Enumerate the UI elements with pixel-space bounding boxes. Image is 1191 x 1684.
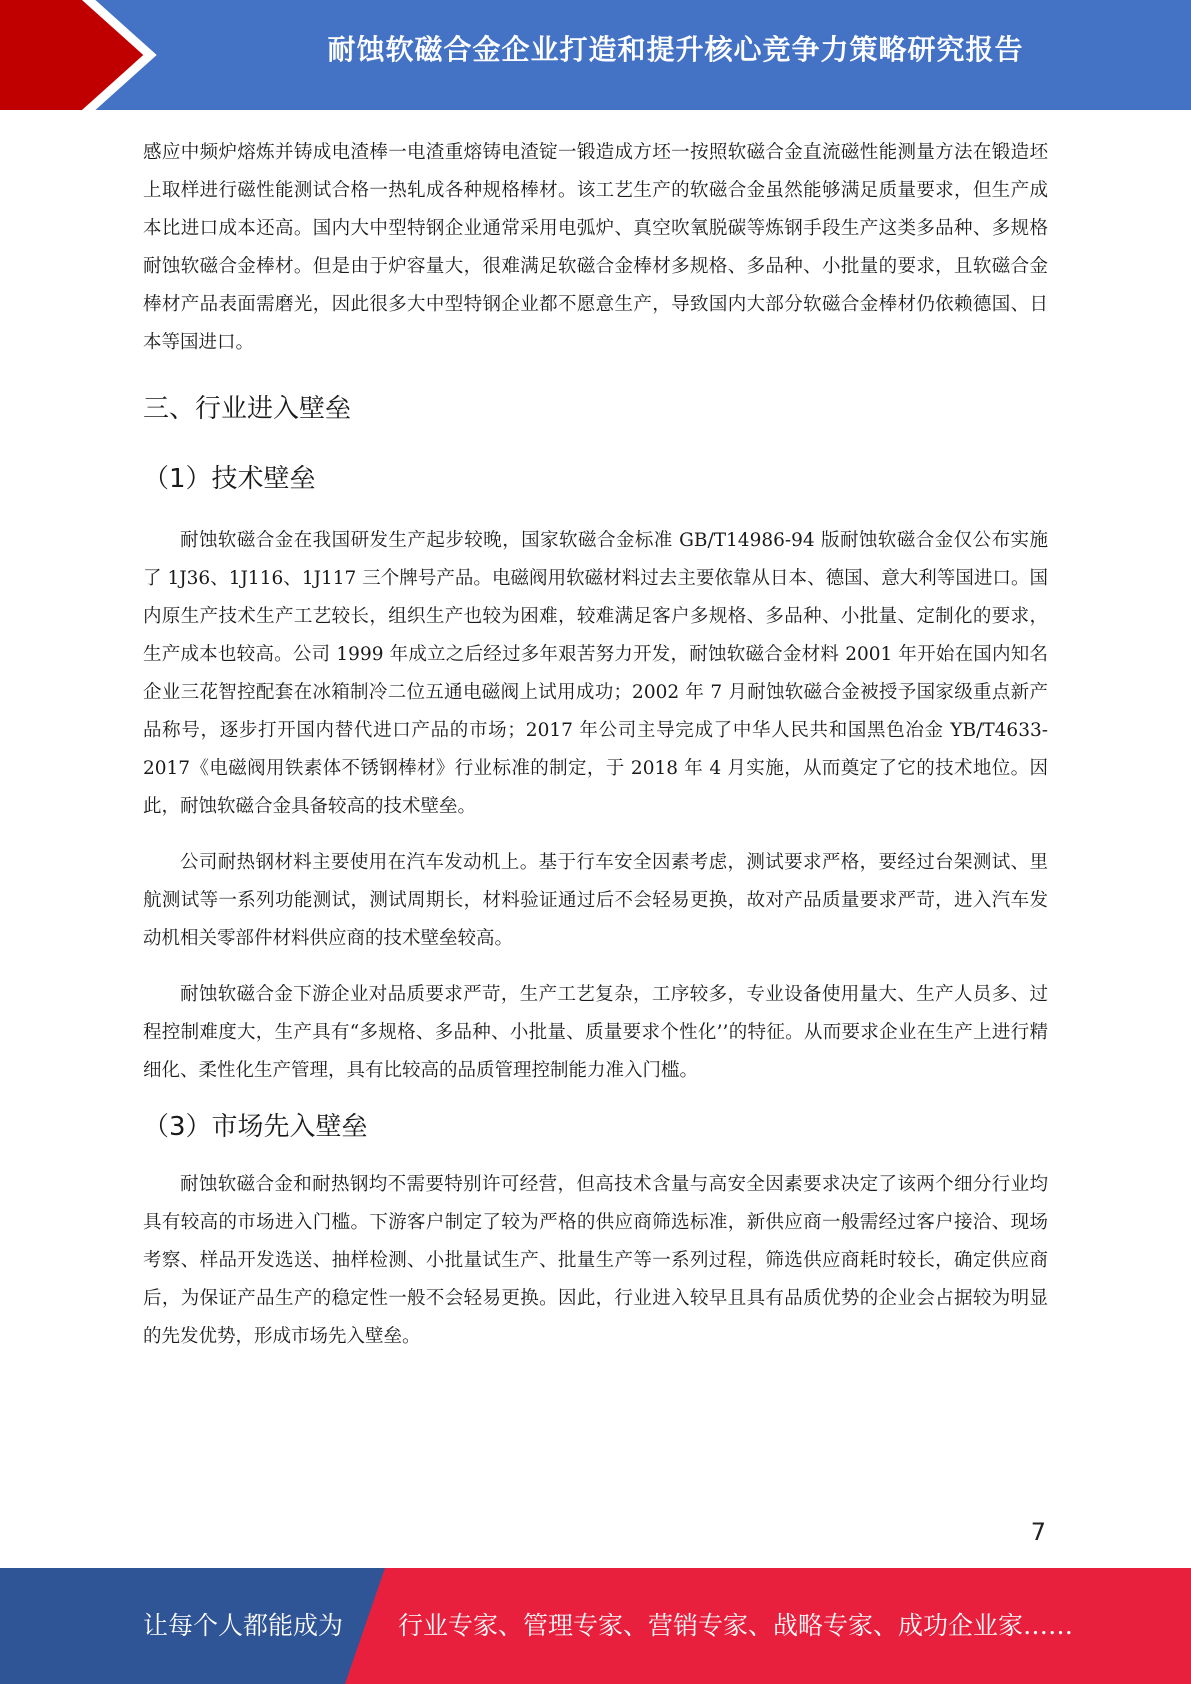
header-arrow-decoration <box>0 0 160 110</box>
section-heading: 三、行业进入壁垒 <box>143 394 352 424</box>
intro-paragraph: 感应中频炉熔炼并铸成电渣棒一电渣重熔铸电渣锭一锻造成方坯一按照软磁合金直流磁性能测量方法在锻造坯上取样进行磁性能测试合格一热轧成各种规格棒材。该工艺生产的软磁合金虽然能够满足质量要求，但生产成本比进口成本还高。国内大中型特钢企业通常采用电弧炉、真空吹氧脱碳等炼钢手段生产这类多品种、多规格耐蚀软磁合金棒材。但是由于炉容量大，很难满足软磁合金棒材多规格、多品种、小批量的要求，且软磁合金棒材产品表面需磨光，因此很多大中型特钢企业都不愿意生产，导致国内大部分软磁合金棒材仍依赖德国、日本等国进口。 <box>143 142 1048 353</box>
paragraph: 耐蚀软磁合金和耐热钢均不需要特别许可经营，但高技术含量与高安全因素要求决定了该两个细分行业均具有较高的市场进入门槛。下游客户制定了较为严格的供应商筛选标准，新供应商一般需经过客户接洽、现场考察、样品开发选送、抽样检测、小批量试生产、批量生产等一系列过程，筛选供应商耗时较长，确定供应商后，为保证产品生产的稳定性一般不会轻易更换。因此，行业进入较早且具有品质优势的企业会占据较为明显的先发优势，形成市场先入壁垒。 <box>143 1174 1048 1347</box>
footer-slogan-right: 行业专家、管理专家、营销专家、战略专家、成功企业家…… <box>398 1611 1074 1640</box>
paragraph: 公司耐热钢材料主要使用在汽车发动机上。基于行车安全因素考虑，测试要求严格，要经过台架测试、里航测试等一系列功能测试，测试周期长，材料验证通过后不会轻易更换，故对产品质量要求严苛，进入汽车发动机相关零部件材料供应商的技术壁垒较高。 <box>143 852 1048 949</box>
report-title: 耐蚀软磁合金企业打造和提升核心竞争力策略研究报告 <box>327 33 1024 66</box>
paragraph: 耐蚀软磁合金在我国研发生产起步较晚，国家软磁合金标准 GB/T14986-94 版耐蚀软磁合金仅公布实施了 1J36、1J116、1J117 三个牌号产品。电磁阀用软磁材料过去主要依靠从日本、德国、意大利等国进口。国内原生产技术生产工艺较长，组织生产也较为困难，较难满足客户多规格、多品种、小批量、定制化的要求，生产成本也较高。公司 1999 年成立之后经过多年艰苦努力开发，耐蚀软磁合金材料 2001 年开始在国内知名企业三花智控配套在冰箱制冷二位五通电磁阀上试用成功；2002 年 7 月耐蚀软磁合金被授予国家级重点新产品称号，逐步打开国内替代进口产品的市场；2017 年公司主导完成了中华人民共和国黑色冶金 YB/T4633-2017《电磁阀用铁素体不锈钢棒材》行业标准的制定，于 2018 年 4 月实施，从而奠定了它的技术地位。因此，耐蚀软磁合金具备较高的技术壁垒。 <box>143 530 1048 817</box>
document-body <box>143 134 1048 1356</box>
subsection-heading-technical-barrier: （1）技术壁垒 <box>143 464 316 494</box>
footer-slogan-left: 让每个人都能成为 <box>143 1611 344 1640</box>
paragraph: 耐蚀软磁合金下游企业对品质要求严苛，生产工艺复杂，工序较多，专业设备使用量大、生产人员多、过程控制难度大，生产具有“多规格、多品种、小批量、质量要求个性化’’的特征。从而要求企业在生产上进行精细化、柔性化生产管理，具有比较高的品质管理控制能力准入门槛。 <box>143 984 1048 1081</box>
page-footer <box>0 1568 1191 1684</box>
page-header <box>0 0 1191 110</box>
subsection-heading-market-entry-barrier: （3）市场先入壁垒 <box>143 1112 368 1142</box>
page-number: 7 <box>1030 1518 1046 1546</box>
